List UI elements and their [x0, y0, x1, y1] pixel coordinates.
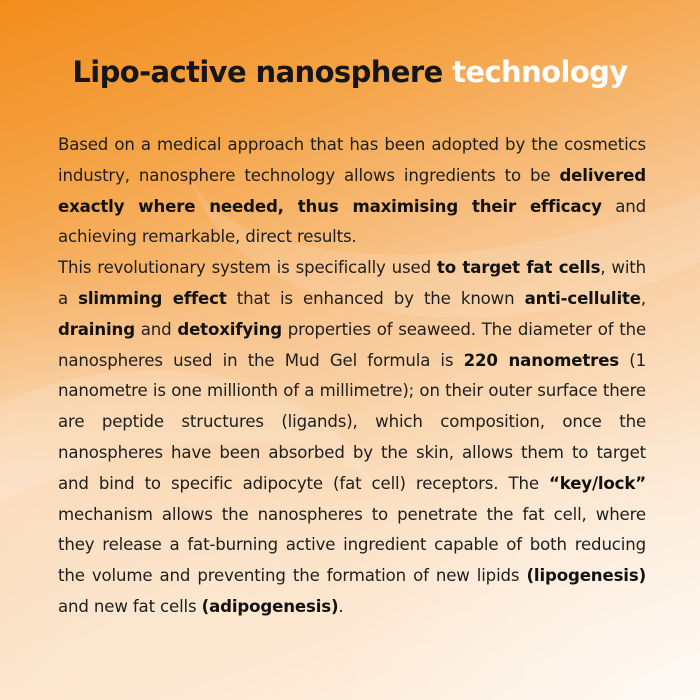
title-part-dark: Lipo-active nanosphere: [72, 55, 443, 89]
p2-bold-3: anti-cellulite: [524, 288, 641, 308]
paragraph-2: [58, 253, 646, 623]
body-text: [58, 130, 646, 623]
p2-bold-7: “key/lock”: [549, 473, 646, 493]
p2-bold-6: 220 nanometres: [463, 350, 620, 370]
p2-text-10: .: [338, 596, 344, 616]
p2-bold-4: draining: [58, 319, 135, 339]
p1-bold-1: delivered exactly where needed, thus maximising their efficacy: [58, 165, 646, 216]
p2-bold-2: slimming effect: [78, 288, 227, 308]
p2-text-7: (1 nanometre is one millionth of a millimetre); on their outer surface there are peptide structures (ligands), which composition, once the nanospheres have been absorbed by the skin, allows them to target and bind to specific adipocyte (fat cell) receptors. The: [58, 350, 646, 493]
p2-bold-1: to target fat cells: [436, 258, 601, 278]
p2-bold-8: (lipogenesis): [526, 566, 646, 586]
p2-text-5: and: [134, 319, 178, 339]
p2-text-8: mechanism allows the nanospheres to penetrate the fat cell, where they release a fat-burning active ingredient capable of both reducing the volume and preventing the formation of new lipids: [58, 504, 646, 586]
p2-text-2: , with a: [58, 258, 646, 308]
p2-text-3: that is enhanced by the known: [226, 288, 525, 308]
p2-text-1: This revolutionary system is specifically used: [58, 258, 437, 278]
page-title: [0, 50, 700, 94]
p2-text-6: properties of seaweed. The diameter of the nanospheres used in the Mud Gel formula is: [58, 319, 646, 370]
p1-text-1: Based on a medical approach that has been adopted by the cosmetics industry, nanosphere technology allows ingredients to be: [58, 135, 646, 185]
p2-bold-5: detoxifying: [177, 319, 282, 339]
title-part-light: technology: [452, 55, 628, 89]
paragraph-1: [58, 130, 646, 253]
p2-text-4: ,: [640, 288, 646, 308]
p1-text-2: and achieving remarkable, direct results.: [58, 196, 646, 247]
p2-bold-9: (adipogenesis): [201, 596, 339, 616]
p2-text-9: and new fat cells: [58, 596, 202, 616]
